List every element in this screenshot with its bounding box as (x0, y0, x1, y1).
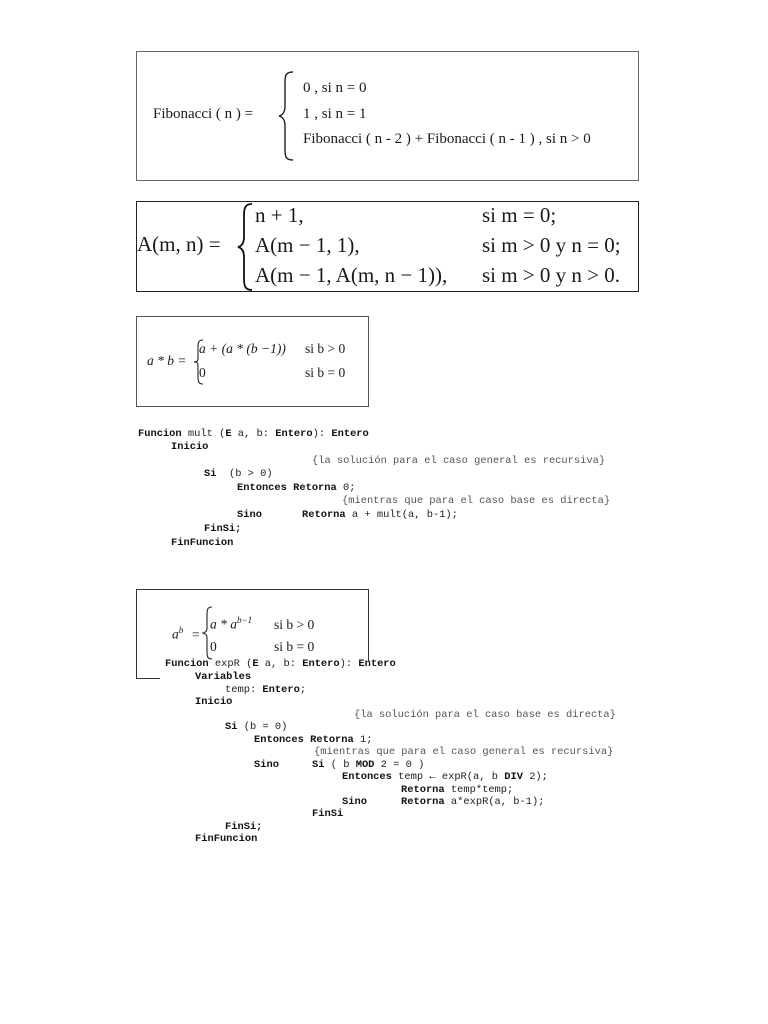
mult-formula (136, 316, 369, 407)
pow-code-temp-decl: temp: Entero; (225, 684, 307, 696)
ackermann-case-1-expr: n + 1, (255, 203, 304, 227)
pow-box-right-edge (368, 589, 369, 661)
mult-code-finfuncion: FinFuncion (171, 537, 234, 549)
pow-code-entonces-temp: Entonces temp ← expR(a, b DIV 2); (342, 771, 548, 783)
pow-formula-case-2-cond: si b = 0 (274, 639, 315, 654)
mult-code-line-1: Funcion mult (E a, b: Entero): Entero (138, 428, 369, 440)
pow-formula-case-1-expr: a * $a^{b-1}$ (210, 615, 253, 632)
mult-code-finsi: FinSi; (204, 523, 242, 535)
pow-box-top-edge (136, 589, 369, 590)
fibonacci-case-2: 1 , si n = 1 (303, 106, 367, 122)
pow-code-finsi: FinSi; (225, 821, 263, 833)
pow-formula-case-1-cond: si b > 0 (274, 617, 315, 632)
pow-formula-equals: = (192, 627, 200, 642)
fibonacci-case-3: Fibonacci ( n - 2 ) + Fibonacci ( n - 1 ) , si n > 0 (303, 131, 591, 147)
mult-code-comment-general: {la solución para el caso general es recursiva} (312, 455, 606, 467)
pow-code-variables: Variables (195, 671, 252, 683)
assign-arrow-icon: ← (429, 771, 436, 783)
pow-code-comment-base: {la solución para el caso base es directa} (354, 709, 616, 721)
ackermann-case-2-expr: A(m − 1, 1), (255, 233, 360, 257)
fibonacci-formula (136, 51, 639, 181)
pow-code-line-1: Funcion expR (E a, b: Entero): Entero (165, 658, 396, 670)
pow-code-inner-finsi: FinSi (312, 808, 344, 820)
pow-formula-lhs: $a^b$ (172, 625, 184, 642)
mult-formula-case-2-cond: si b = 0 (305, 365, 346, 380)
mult-code-si: Si (b > 0) (204, 468, 273, 480)
ackermann-lhs: A(m, n) = (137, 232, 221, 256)
pow-code-comment-general: {mientras que para el caso general es recursiva} (314, 746, 614, 758)
fibonacci-brace (277, 70, 297, 162)
mult-code-sino-retorna: Retorna a + mult(a, b-1); (302, 509, 458, 521)
fibonacci-lhs: Fibonacci ( n ) = (153, 106, 254, 122)
fibonacci-case-1: 0 , si n = 0 (303, 80, 367, 96)
pow-code-sino: Sino (254, 759, 279, 771)
ackermann-case-2-cond: si m > 0 y n = 0; (482, 233, 621, 257)
pow-box-bottom-edge (136, 678, 160, 679)
ackermann-case-3-expr: A(m − 1, A(m, n − 1)), (255, 263, 448, 287)
ackermann-case-1-cond: si m = 0; (482, 203, 557, 227)
mult-formula-case-1-expr: a + (a * (b −1)) (199, 341, 286, 356)
pow-code-finfuncion: FinFuncion (195, 833, 258, 845)
mult-formula-case-2-expr: 0 (199, 365, 206, 380)
pow-code-inner-retorna: Retorna a*expR(a, b-1); (401, 796, 545, 808)
pow-code-si: Si (b = 0) (225, 721, 288, 733)
pow-formula-case-2-expr: 0 (210, 639, 217, 654)
pow-code-sino-si: Si ( b MOD 2 = 0 ) (312, 759, 425, 771)
mult-formula-case-1-cond: si b > 0 (305, 341, 346, 356)
mult-code-entonces: Entonces Retorna 0; (237, 482, 356, 494)
pow-box-left-edge (136, 589, 137, 679)
mult-formula-lhs: a * b = (147, 353, 187, 368)
mult-code-sino: Sino (237, 509, 262, 521)
pow-code-inicio: Inicio (195, 696, 233, 708)
pow-code-inner-sino: Sino (342, 796, 367, 808)
mult-code-inicio: Inicio (171, 441, 209, 453)
ackermann-formula (136, 201, 639, 292)
pow-code-entonces: Entonces Retorna 1; (254, 734, 373, 746)
ackermann-brace (237, 203, 255, 291)
mult-code-comment-base: {mientras que para el caso base es directa} (342, 495, 611, 507)
ackermann-case-3-cond: si m > 0 y n > 0. (482, 263, 621, 287)
pow-code-retorna-temp: Retorna temp*temp; (401, 784, 514, 796)
